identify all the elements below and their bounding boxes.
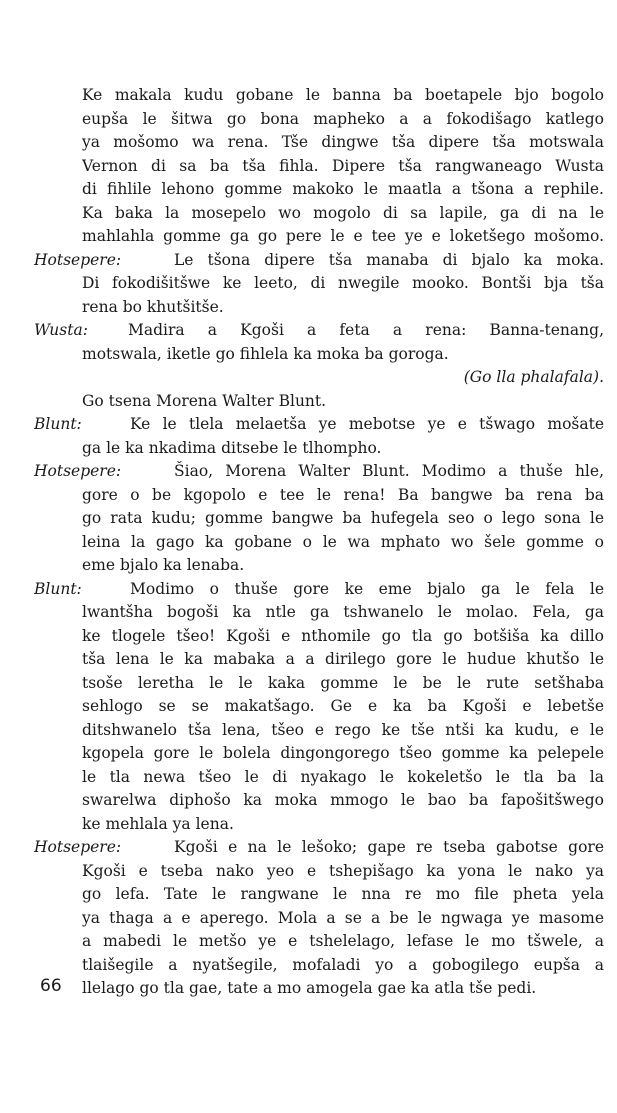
text-line: gore o be kgopolo e tee le rena! Ba bangwe ba rena ba xyxy=(82,485,604,504)
speech-first-line xyxy=(34,249,604,273)
text-line: Ke makala kudu gobane le banna ba boetapele bjo bogolo xyxy=(82,86,604,104)
speech-text: Le tšona dipere tša manaba di bjalo ka moka. xyxy=(174,250,604,269)
speech-text: Modimo o thuše gore ke eme bjalo ga le fela le xyxy=(130,579,604,598)
speaker-name: Hotsepere: xyxy=(34,838,122,856)
text-line: mahlahla gomme ga go pere le e tee ye e loketšego mošomo. xyxy=(82,227,604,245)
text-line: ya thaga a e aperego. Mola a se a be le ngwaga ye masome xyxy=(82,908,604,927)
text-line: lwantšha bogoši ka ntle ga tshwanelo le molao. Fela, ga xyxy=(82,603,604,621)
speech-first-line xyxy=(34,319,604,343)
speech-first-line xyxy=(34,413,604,437)
text-line: tsoše leretha le le kaka gomme le be le rute setšhaba xyxy=(82,673,604,692)
speaker-name: Hotsepere: xyxy=(34,250,122,269)
speaker-name: Blunt: xyxy=(34,415,82,433)
text-line: Ka baka la mosepelo wo mogolo di sa lapile, ga di na le xyxy=(82,203,604,222)
text-line: ga le ka nkadima ditsebe le tlhompho. xyxy=(82,438,382,457)
speech-text: Kgoši e na le lešoko; gape re tseba gabotse gore xyxy=(174,838,604,856)
page-number: 66 xyxy=(40,976,62,996)
text-line: le tla newa tšeo le di nyakago le kokeletšo le tla ba la xyxy=(82,767,604,786)
text-line: go lefa. Tate le rangwane le nna re mo file pheta yela xyxy=(82,885,604,903)
text-line: sehlogo se se makatšago. Ge e ka ba Kgoši e lebetše xyxy=(82,697,604,715)
speech-first-line xyxy=(34,836,604,860)
text-line: kgopela gore le bolela dingongorego tšeo gomme ka pelepele xyxy=(82,744,604,762)
text-line: di fihlile lehono gomme makoko le maatla a tšona a rephile. xyxy=(82,180,604,198)
stage-direction: Go tsena Morena Walter Blunt. xyxy=(82,391,327,410)
text-line: Di fokodišitšwe ke leeto, di nwegile mooko. Bontši bja tša xyxy=(82,274,604,292)
text-line: ya mošomo wa rena. Tše dingwe tša dipere tša motswala xyxy=(82,133,604,151)
text-line: llelago go tla gae, tate a mo amogela gae ka atla tše pedi. xyxy=(82,979,537,997)
speech-text: Ke le tlela melaetša ye mebotse ye e tšwago mošate xyxy=(130,415,604,433)
text-line: leina la gago ka gobane o le wa mphato wo šele gomme o xyxy=(82,532,604,551)
page-text xyxy=(34,84,604,1001)
text-line: eupša le šitwa go bona mapheko a a fokodišago katlego xyxy=(82,109,604,128)
text-line: ditshwanelo tša lena, tšeo e rego ke tše ntši ka kudu, e le xyxy=(82,720,604,739)
text-line: a mabedi le metšo ye e tshelelago, lefase le mo tšwele, a xyxy=(82,932,604,950)
speech-text: Madira a Kgoši a feta a rena: Banna-tenang, xyxy=(128,321,604,339)
text-line: go rata kudu; gomme bangwe ba hufegela seo o lego sona le xyxy=(82,509,604,527)
speech-first-line xyxy=(34,578,604,602)
speaker-name: Hotsepere: xyxy=(34,462,122,480)
text-line: ke tlogele tšeo! Kgoši e nthomile go tla go botšiša ka dillo xyxy=(82,626,604,645)
text-line: Kgoši e tseba nako yeo e tshepišago ka yona le nako ya xyxy=(82,861,604,880)
text-line: swarelwa diphošo ka moka mmogo le bao ba fapošitšwego xyxy=(82,791,604,809)
text-line: tša lena le ka mabaka a a dirilego gore le hudue khutšo le xyxy=(82,650,604,668)
speaker-name: Wusta: xyxy=(34,321,88,339)
speech-first-line xyxy=(34,460,604,484)
speaker-name: Blunt: xyxy=(34,579,82,598)
text-line: eme bjalo ka lenaba. xyxy=(82,556,245,574)
text-line: tlaišegile a nyatšegile, mofaladi yo a gobogilego eupša a xyxy=(82,955,604,974)
text-line: rena bo khutšitše. xyxy=(82,297,224,316)
text-line: Vernon di sa ba tša fihla. Dipere tša rangwaneago Wusta xyxy=(82,156,604,175)
text-line: ke mehlala ya lena. xyxy=(82,814,234,833)
speech-text: Šiao, Morena Walter Blunt. Modimo a thuše hle, xyxy=(174,462,604,480)
stage-direction: (Go lla phalafala). xyxy=(463,368,604,386)
text-line: motswala, iketle go fihlela ka moka ba goroga. xyxy=(82,344,449,363)
